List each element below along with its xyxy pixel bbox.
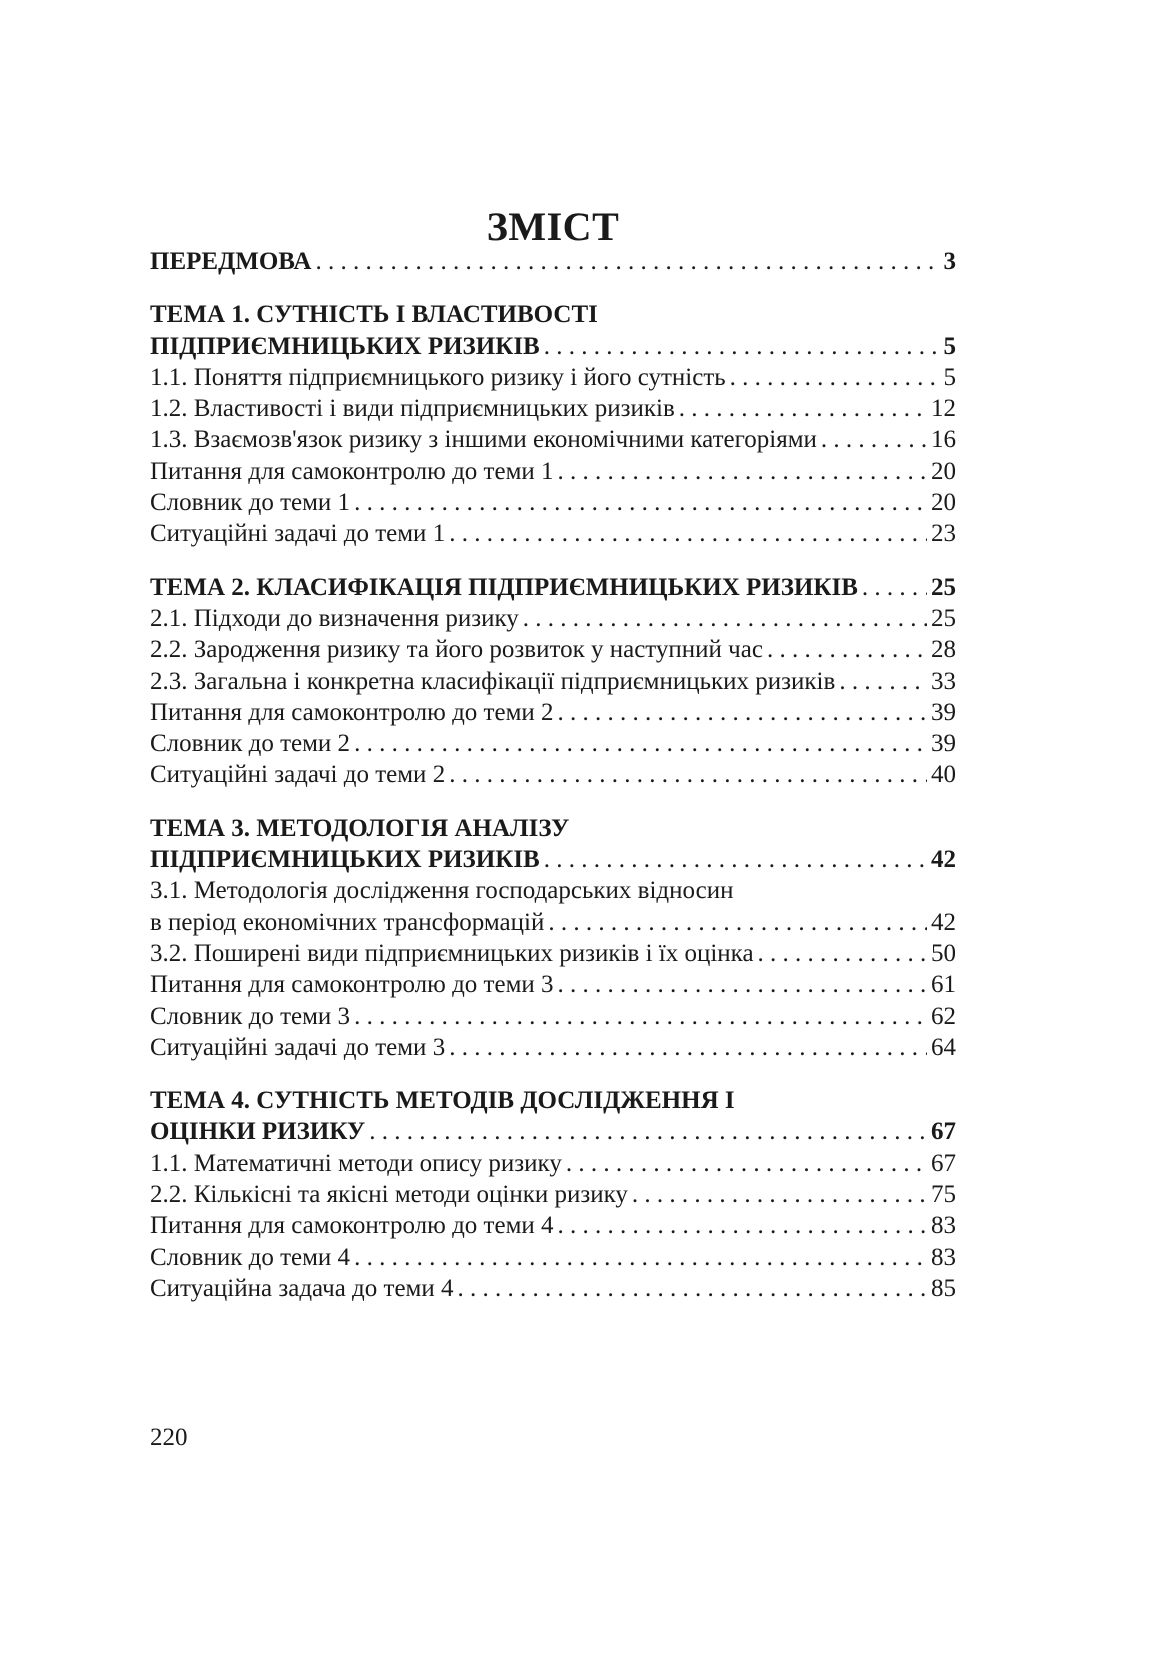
toc-entry-title: ПІДПРИЄМНИЦЬКИХ РИЗИКІВ bbox=[150, 846, 540, 874]
toc-heading[interactable] bbox=[150, 1085, 956, 1116]
toc-entry-page: 40 bbox=[931, 761, 956, 789]
toc-entry[interactable] bbox=[150, 666, 956, 697]
toc-entry-title: 2.1. Підходи до визначення ризику bbox=[150, 604, 519, 632]
toc-entry[interactable] bbox=[150, 362, 956, 393]
toc-entry-page: 75 bbox=[931, 1181, 956, 1209]
toc-section bbox=[150, 1085, 956, 1304]
toc-entry[interactable] bbox=[150, 1148, 956, 1179]
dot-leader bbox=[558, 1210, 927, 1241]
toc-entry-page: 3 bbox=[943, 248, 956, 275]
toc-heading[interactable] bbox=[150, 1116, 956, 1147]
dot-leader bbox=[449, 759, 927, 790]
dot-leader bbox=[558, 456, 927, 487]
dot-leader bbox=[449, 518, 927, 549]
toc-entry-title: Ситуаційна задача до теми 4 bbox=[150, 1274, 454, 1302]
toc-entry-page: 20 bbox=[931, 489, 956, 517]
toc-entry-page: 83 bbox=[931, 1243, 956, 1271]
toc-entry-page: 33 bbox=[931, 667, 956, 695]
toc-entry[interactable] bbox=[150, 697, 956, 728]
table-of-contents bbox=[150, 246, 956, 1326]
toc-entry-title: Словник до теми 3 bbox=[150, 1002, 351, 1030]
toc-entry-title: 1.2. Властивості і види підприємницьких ризиків bbox=[150, 395, 675, 423]
toc-entry-page: 62 bbox=[931, 1002, 956, 1030]
toc-entry-title: ТЕМА 1. СУТНІСТЬ І ВЛАСТИВОСТІ bbox=[150, 301, 598, 329]
toc-entry[interactable] bbox=[150, 728, 956, 759]
page-number: 220 bbox=[150, 1424, 188, 1451]
toc-heading[interactable] bbox=[150, 246, 956, 277]
dot-leader bbox=[558, 969, 927, 1000]
toc-entry-title: Питання для самоконтролю до теми 3 bbox=[150, 971, 554, 999]
toc-entry[interactable] bbox=[150, 393, 956, 424]
toc-entry-title: Питання для самоконтролю до теми 1 bbox=[150, 457, 554, 485]
toc-entry-page: 16 bbox=[931, 426, 956, 454]
dot-leader bbox=[458, 1273, 928, 1304]
toc-entry-title: Ситуаційні задачі до теми 1 bbox=[150, 520, 446, 548]
toc-entry-title: Ситуаційні задачі до теми 3 bbox=[150, 1033, 446, 1061]
toc-entry-title: 1.3. Взаємозв'язок ризику з іншими економічними категоріями bbox=[150, 426, 817, 454]
toc-entry[interactable] bbox=[150, 424, 956, 455]
toc-heading[interactable] bbox=[150, 572, 956, 603]
toc-entry-page: 64 bbox=[931, 1033, 956, 1061]
dot-leader bbox=[449, 1032, 927, 1063]
toc-heading[interactable] bbox=[150, 813, 956, 844]
toc-entry-title: в період економічних трансформацій bbox=[150, 908, 545, 936]
toc-heading[interactable] bbox=[150, 331, 956, 362]
toc-entry-title: ТЕМА 4. СУТНІСТЬ МЕТОДІВ ДОСЛІДЖЕННЯ І bbox=[150, 1087, 735, 1115]
toc-entry-title: 1.1. Математичні методи опису ризику bbox=[150, 1149, 562, 1177]
toc-entry-title: ОЦІНКИ РИЗИКУ bbox=[150, 1118, 366, 1146]
toc-entry[interactable] bbox=[150, 1179, 956, 1210]
toc-entry[interactable] bbox=[150, 759, 956, 790]
toc-entry-title: ТЕМА 2. КЛАСИФІКАЦІЯ ПІДПРИЄМНИЦЬКИХ РИЗИКІВ bbox=[150, 573, 858, 601]
page-title: ЗМІСТ bbox=[486, 203, 620, 249]
toc-entry-title: Питання для самоконтролю до теми 4 bbox=[150, 1212, 554, 1240]
toc-entry[interactable] bbox=[150, 875, 956, 906]
dot-leader bbox=[821, 424, 927, 455]
toc-entry-page: 83 bbox=[931, 1212, 956, 1240]
toc-entry-page: 25 bbox=[931, 604, 956, 632]
toc-entry-page: 67 bbox=[931, 1118, 956, 1146]
toc-entry-title: ПЕРЕДМОВА bbox=[150, 248, 312, 275]
toc-entry-page: 12 bbox=[931, 395, 956, 423]
toc-heading[interactable] bbox=[150, 299, 956, 330]
toc-section bbox=[150, 813, 956, 1063]
toc-entry[interactable] bbox=[150, 1273, 956, 1304]
toc-entry-page: 39 bbox=[931, 698, 956, 726]
dot-leader bbox=[566, 1148, 927, 1179]
toc-entry[interactable] bbox=[150, 907, 956, 938]
toc-heading[interactable] bbox=[150, 844, 956, 875]
toc-section bbox=[150, 572, 956, 791]
dot-leader bbox=[548, 907, 927, 938]
dot-leader bbox=[758, 938, 927, 969]
toc-entry-page: 42 bbox=[931, 846, 956, 874]
toc-entry-page: 61 bbox=[931, 971, 956, 999]
toc-entry[interactable] bbox=[150, 456, 956, 487]
toc-entry[interactable] bbox=[150, 1242, 956, 1273]
toc-entry[interactable] bbox=[150, 518, 956, 549]
toc-entry-page: 50 bbox=[931, 939, 956, 967]
dot-leader bbox=[354, 487, 927, 518]
dot-leader bbox=[839, 666, 927, 697]
toc-entry-page: 39 bbox=[931, 730, 956, 758]
toc-entry-page: 5 bbox=[943, 332, 956, 360]
toc-entry-page: 85 bbox=[931, 1274, 956, 1302]
dot-leader bbox=[632, 1179, 927, 1210]
toc-entry-page: 23 bbox=[931, 520, 956, 548]
dot-leader bbox=[354, 1001, 927, 1032]
dot-leader bbox=[369, 1116, 927, 1147]
toc-entry-title: Ситуаційні задачі до теми 2 bbox=[150, 761, 446, 789]
dot-leader bbox=[730, 362, 940, 393]
toc-entry[interactable] bbox=[150, 603, 956, 634]
toc-entry-title: ПІДПРИЄМНИЦЬКИХ РИЗИКІВ bbox=[150, 332, 540, 360]
toc-entry[interactable] bbox=[150, 1032, 956, 1063]
toc-entry-title: 1.1. Поняття підприємницького ризику і його сутність bbox=[150, 363, 726, 391]
dot-leader bbox=[354, 728, 927, 759]
toc-entry[interactable] bbox=[150, 1210, 956, 1241]
toc-entry-title: Словник до теми 4 bbox=[150, 1243, 351, 1271]
toc-entry[interactable] bbox=[150, 938, 956, 969]
dot-leader bbox=[544, 844, 927, 875]
toc-entry-page: 42 bbox=[931, 908, 956, 936]
toc-entry-title: Питання для самоконтролю до теми 2 bbox=[150, 698, 554, 726]
toc-entry-page: 67 bbox=[931, 1149, 956, 1177]
toc-entry-title: 3.1. Методологія дослідження господарських відносин bbox=[150, 877, 734, 905]
dot-leader bbox=[767, 634, 927, 665]
dot-leader bbox=[544, 331, 940, 362]
toc-entry-title: 2.2. Кількісні та якісні методи оцінки ризику bbox=[150, 1181, 628, 1209]
dot-leader bbox=[679, 393, 927, 424]
toc-entry[interactable] bbox=[150, 487, 956, 518]
toc-entry-page: 28 bbox=[931, 636, 956, 664]
toc-entry[interactable] bbox=[150, 969, 956, 1000]
toc-entry-title: ТЕМА 3. МЕТОДОЛОГІЯ АНАЛІЗУ bbox=[150, 814, 570, 842]
dot-leader bbox=[315, 246, 939, 277]
toc-entry-title: 2.2. Зародження ризику та його розвиток у наступний час bbox=[150, 636, 763, 664]
toc-section bbox=[150, 299, 956, 549]
toc-section bbox=[150, 246, 956, 277]
toc-entry-title: 3.2. Поширені види підприємницьких ризиків і їх оцінка bbox=[150, 939, 754, 967]
toc-entry[interactable] bbox=[150, 634, 956, 665]
toc-entry-page: 20 bbox=[931, 457, 956, 485]
toc-entry-title: Словник до теми 1 bbox=[150, 489, 351, 517]
toc-entry-page: 25 bbox=[931, 573, 956, 601]
toc-entry[interactable] bbox=[150, 1001, 956, 1032]
toc-entry-title: Словник до теми 2 bbox=[150, 730, 351, 758]
dot-leader bbox=[523, 603, 927, 634]
dot-leader bbox=[558, 697, 927, 728]
toc-entry-title: 2.3. Загальна і конкретна класифікації підприємницьких ризиків bbox=[150, 667, 836, 695]
dot-leader bbox=[862, 572, 927, 603]
dot-leader bbox=[354, 1242, 927, 1273]
toc-entry-page: 5 bbox=[943, 363, 956, 391]
